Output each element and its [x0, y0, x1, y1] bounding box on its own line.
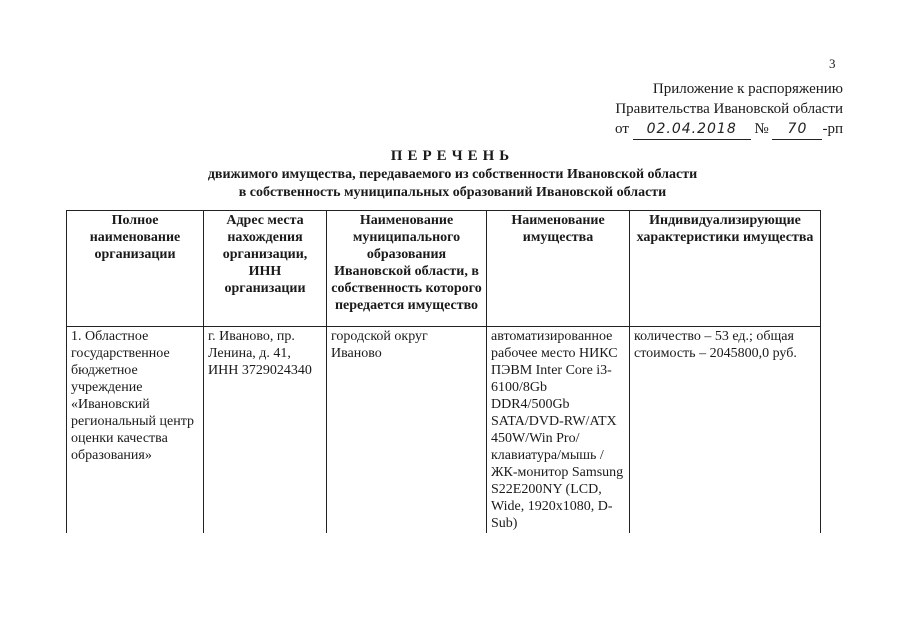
handwritten-number: 70: [772, 119, 822, 140]
header-property-name: Наименование имущества: [487, 211, 630, 327]
number-label: №: [754, 121, 769, 137]
appendix-line-2: Правительства Ивановской области: [615, 101, 843, 117]
from-label: от: [615, 121, 629, 137]
table-header-row: [67, 211, 821, 327]
header-address-inn: Адрес места нахождения организации, ИНН организации: [204, 211, 327, 327]
handwritten-date: 02.04.2018: [633, 119, 751, 140]
header-organization-name: Полное наименование организации: [67, 211, 204, 327]
appendix-line-3: [615, 119, 843, 140]
page-number: 3: [829, 56, 836, 71]
document-title: ПЕРЕЧЕНЬ: [390, 148, 515, 164]
cell-address-inn: г. Иваново, пр. Ленина, д. 41, ИНН 3729024340: [204, 327, 327, 534]
cell-municipality: городской округ Иваново: [327, 327, 487, 534]
table-row: [67, 327, 821, 534]
cell-property-name: автоматизированное рабочее место НИКС ПЭВМ Inter Core i3-6100/8Gb DDR4/500Gb SATA/DVD-RW/ATX 450W/Win Pro/клавиатура/мышь /ЖК-монитор Samsung S22E200NY (LCD, Wide, 1920x1080, D-Sub): [487, 327, 630, 534]
property-table: [66, 210, 821, 533]
header-characteristics: Индивидуализирующие характеристики имущества: [630, 211, 821, 327]
title-subline-1: движимого имущества, передаваемого из собственности Ивановской области: [207, 167, 698, 182]
title-subline-2: в собственность муниципальных образований Ивановской области: [238, 185, 667, 200]
title-block: [0, 147, 905, 202]
number-suffix: -рп: [822, 121, 843, 137]
appendix-line-1: Приложение к распоряжению: [652, 81, 843, 97]
cell-organization-name: 1. Областное государственное бюджетное учреждение «Ивановский региональный центр оценки качества образования»: [67, 327, 204, 534]
header-municipality: Наименование муниципального образования Ивановской области, в собственность которого передается имущество: [327, 211, 487, 327]
appendix-block: [615, 79, 843, 140]
cell-characteristics: количество – 53 ед.; общая стоимость – 2045800,0 руб.: [630, 327, 821, 534]
